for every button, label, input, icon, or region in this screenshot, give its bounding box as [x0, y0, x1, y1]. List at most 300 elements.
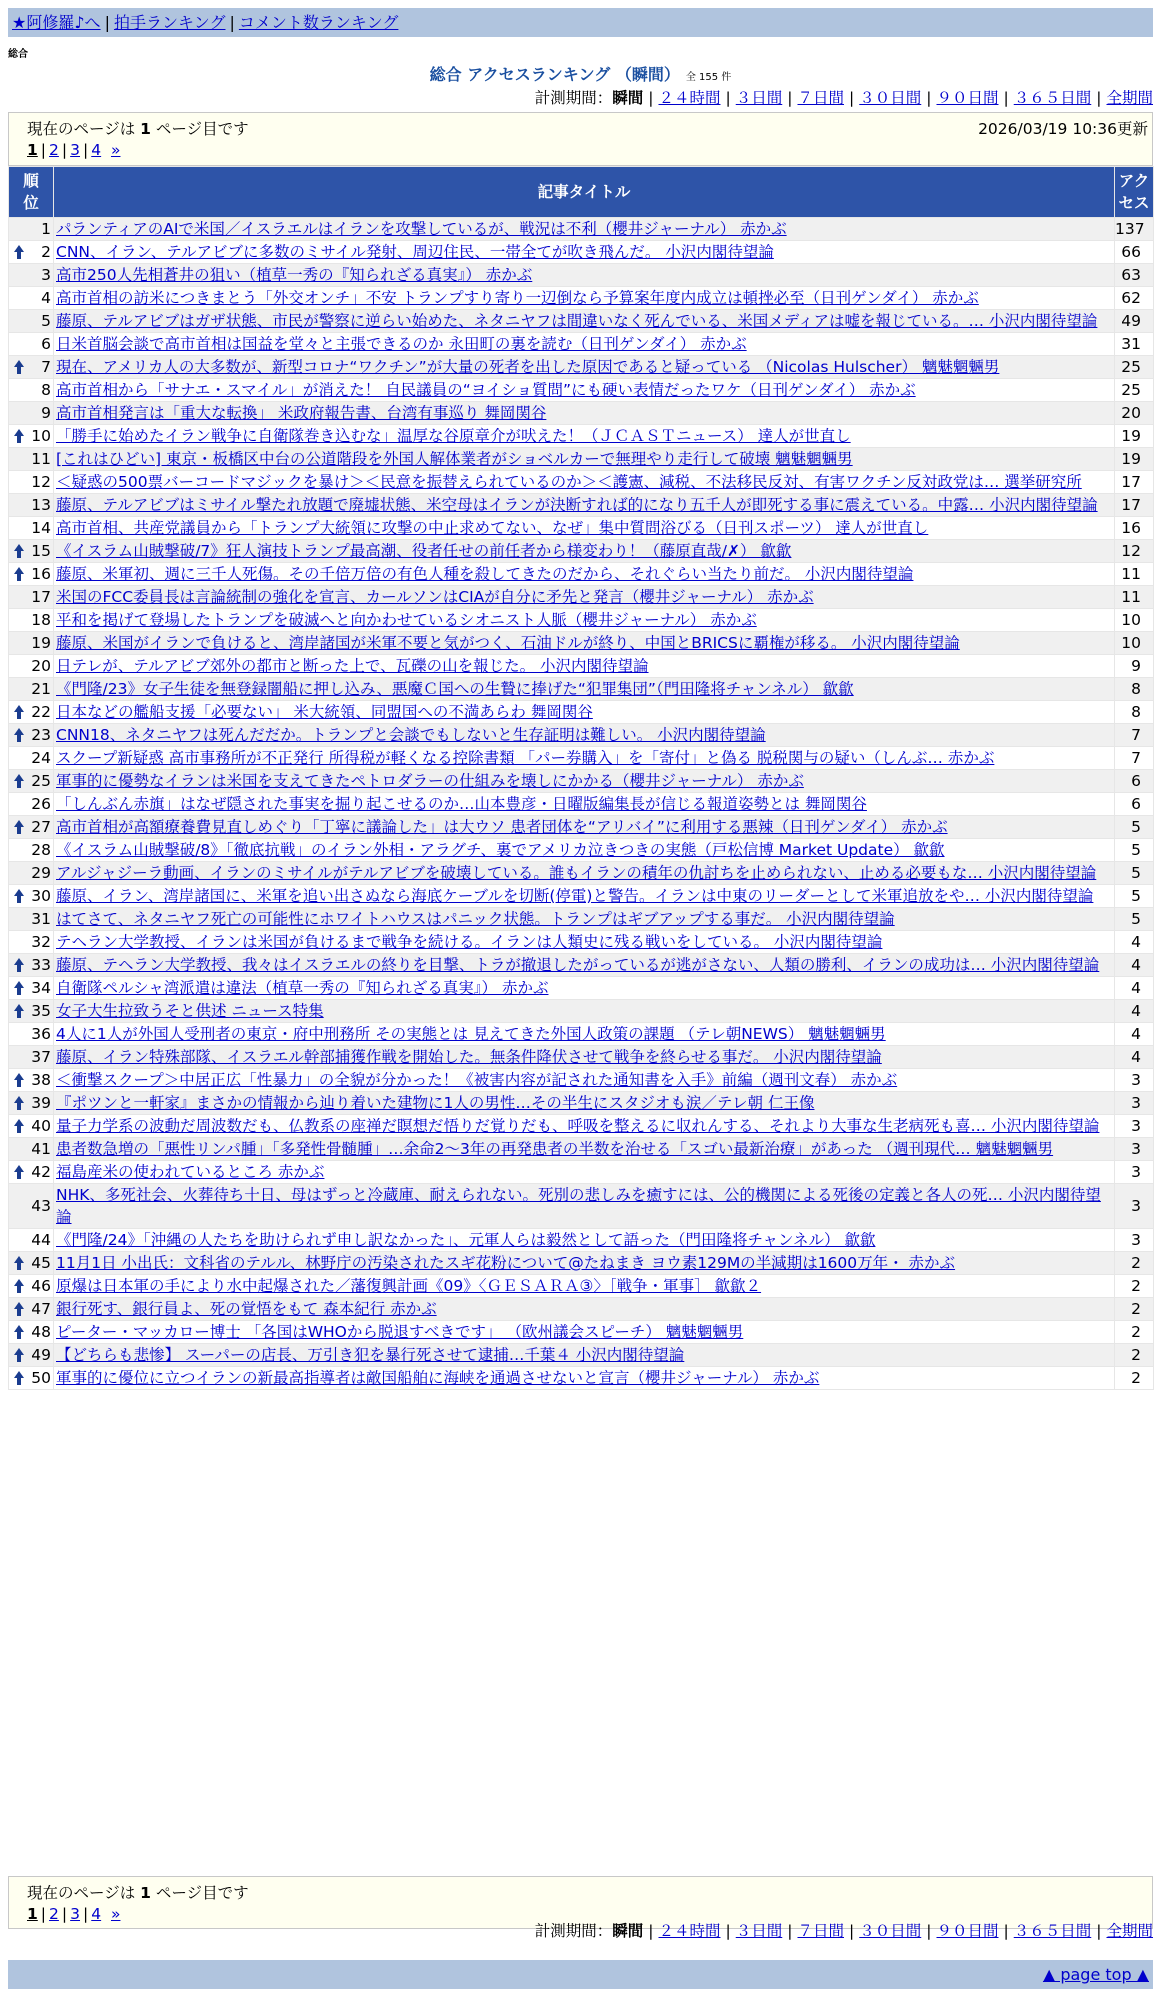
- article-title-link[interactable]: 高市首相が高額療養費見直しめぐり「丁寧に議論した」は大ウソ 患者団体を“アリバイ”に利用する悪辣（日刊ゲンダイ） 赤かぶ: [56, 818, 948, 836]
- rank-cell: [9, 655, 53, 677]
- access-count: 7: [1115, 747, 1153, 769]
- access-count: 5: [1115, 839, 1153, 861]
- rank-up-arrow-icon: [13, 1094, 25, 1112]
- rank-cell: [9, 609, 53, 631]
- table-row: [9, 816, 1153, 838]
- article-title-link[interactable]: 現在、アメリカ人の大多数が、新型コロナ“ワクチン”が大量の死者を出した原因であると疑っている （Nicolas Hulscher） 魑魅魍魎男: [56, 358, 1000, 376]
- rank-cell: [9, 241, 53, 263]
- article-title-link[interactable]: 高市250人先相蒼井の狙い（植草一秀の『知られざる真実』） 赤かぶ: [56, 266, 533, 284]
- rank-number: 14: [31, 519, 51, 537]
- rank-number: 42: [31, 1163, 51, 1181]
- article-title-link[interactable]: 《イスラム山賊撃破/8》「徹底抗戦」のイラン外相・アラグチ、裏でアメリカ泣きつきの実態（戸松信博 Market Update） 歙歙: [56, 841, 945, 859]
- table-row: [9, 1115, 1153, 1137]
- table-row: [9, 747, 1153, 769]
- access-count: 7: [1115, 724, 1153, 746]
- rank-cell: [9, 1184, 53, 1228]
- table-row: [9, 1321, 1153, 1343]
- article-title-link[interactable]: CNN18、ネタニヤフは死んだだか。トランプと会談でもしないと生存証明は難しい。 小沢内閣待望論: [56, 726, 766, 744]
- rank-cell: [9, 931, 53, 953]
- page-top-link[interactable]: ▲ page top ▲: [1042, 1965, 1149, 1984]
- title-cell: [54, 586, 1114, 608]
- access-count: 20: [1115, 402, 1153, 424]
- table-row: [9, 1069, 1153, 1091]
- rank-cell: [9, 1138, 53, 1160]
- article-title-link[interactable]: ＜衝撃スクープ＞中居正広「性暴力」の全貌が分かった！《被害内容が記された通知書を入手》前編（週刊文春） 赤かぶ: [56, 1071, 898, 1089]
- rank-cell: [9, 816, 53, 838]
- title-cell: [54, 655, 1114, 677]
- pager-bottom-page-1: 1: [27, 1905, 38, 1923]
- rank-number: 38: [31, 1071, 51, 1089]
- rank-cell: [9, 264, 53, 286]
- access-count: 2: [1115, 1344, 1153, 1366]
- pager-top: [8, 112, 1153, 166]
- updated-timestamp: 2026/03/19 10:36更新: [978, 120, 1148, 138]
- rank-number: 25: [31, 772, 51, 790]
- title-cell: [54, 333, 1114, 355]
- table-row: [9, 724, 1153, 746]
- rank-number: 49: [31, 1346, 51, 1364]
- article-title-link[interactable]: 藤原、イラン特殊部隊、イスラエル幹部捕獲作戦を開始した。無条件降伏させて戦争を終らせる事だ。 小沢内閣待望論: [56, 1048, 882, 1066]
- article-title-link[interactable]: 11月1日 小出氏：文科省のテルル、林野庁の汚染されたスギ花粉について@たねまき ヨウ素129Mの半減期は1600万年・ 赤かぶ: [56, 1254, 956, 1272]
- rank-number: 21: [31, 680, 51, 698]
- page-title: [8, 62, 1153, 85]
- rank-number: 1: [41, 220, 51, 238]
- rank-up-arrow-icon: [13, 1323, 25, 1341]
- title-cell: [54, 954, 1114, 976]
- pager-page-4[interactable]: 4: [91, 141, 102, 159]
- rank-cell: [9, 333, 53, 355]
- title-cell: [54, 724, 1114, 746]
- table-row: [9, 1161, 1153, 1183]
- title-cell: [54, 1115, 1114, 1137]
- rank-up-arrow-icon: [13, 726, 25, 744]
- access-count: 4: [1115, 977, 1153, 999]
- pager-bottom-page-2[interactable]: 2: [49, 1905, 59, 1923]
- access-count: 4: [1115, 954, 1153, 976]
- article-title-link[interactable]: 《門隆/24》「沖縄の人たちを助けられず申し訳なかった」、元軍人らは毅然として語った（門田隆将チャンネル） 歙歙: [56, 1231, 876, 1249]
- table-row: [9, 931, 1153, 953]
- period-bottom-90d[interactable]: ９０日間: [936, 1922, 999, 1940]
- rank-cell: [9, 425, 53, 447]
- period-link-7d[interactable]: ７日間: [797, 89, 844, 107]
- rank-cell: [9, 1321, 53, 1343]
- title-cell: [54, 1275, 1114, 1297]
- rank-up-arrow-icon: [13, 1117, 25, 1135]
- rank-number: 12: [31, 473, 51, 491]
- pager-links-bottom: 1 | 2 | 3 | 4 »: [27, 1905, 121, 1923]
- access-count: 3: [1115, 1069, 1153, 1091]
- rank-cell: [9, 839, 53, 861]
- rank-number: 33: [31, 956, 51, 974]
- rank-number: 20: [31, 657, 51, 675]
- rank-number: 37: [31, 1048, 51, 1066]
- access-count: 3: [1115, 1161, 1153, 1183]
- access-count: 66: [1115, 241, 1153, 263]
- rank-number: 26: [31, 795, 51, 813]
- title-cell: [54, 287, 1114, 309]
- access-count: 2: [1115, 1367, 1153, 1389]
- table-row: [9, 678, 1153, 700]
- rank-cell: [9, 218, 53, 240]
- article-title-link[interactable]: 「勝手に始めたイラン戦争に自衛隊巻き込むな」温厚な谷原章介が吠えた！（ＪＣＡＳＴニュース） 達人が世直し: [56, 427, 851, 445]
- table-row: [9, 517, 1153, 539]
- period-link-30d[interactable]: ３０日間: [859, 89, 922, 107]
- pager-page-3[interactable]: 3: [70, 141, 81, 159]
- rank-cell: [9, 494, 53, 516]
- access-count: 137: [1115, 218, 1153, 240]
- rank-number: 16: [31, 565, 51, 583]
- title-cell: [54, 816, 1114, 838]
- title-cell: [54, 471, 1114, 493]
- rank-up-arrow-icon: [13, 818, 25, 836]
- access-count: 19: [1115, 425, 1153, 447]
- rank-number: 46: [31, 1277, 51, 1295]
- access-count: 5: [1115, 816, 1153, 838]
- table-row: [9, 954, 1153, 976]
- pager-bottom-page-3[interactable]: 3: [70, 1905, 81, 1923]
- access-count: 10: [1115, 632, 1153, 654]
- access-count: 17: [1115, 471, 1153, 493]
- title-cell: [54, 1023, 1114, 1045]
- rank-cell: [9, 1000, 53, 1022]
- table-row: [9, 402, 1153, 424]
- title-cell: [54, 1161, 1114, 1183]
- article-title-link[interactable]: 女子大生拉致うそと供述 ニュース特集: [56, 1002, 324, 1020]
- period-link-90d[interactable]: ９０日間: [936, 89, 999, 107]
- rank-cell: [9, 862, 53, 884]
- rank-up-arrow-icon: [13, 1300, 25, 1318]
- rank-number: 19: [31, 634, 51, 652]
- title-cell: [54, 264, 1114, 286]
- rank-up-arrow-icon: [13, 243, 25, 261]
- title-cell: [54, 1367, 1114, 1389]
- rank-number: 27: [31, 818, 51, 836]
- pager-bottom-page-4[interactable]: 4: [91, 1905, 102, 1923]
- article-title-link[interactable]: ピーター・マッカロー博士 「各国はWHOから脱退すべきです」 （欧州議会スピーチ） 魑魅魍魎男: [56, 1323, 744, 1341]
- access-count: 3: [1115, 1115, 1153, 1137]
- access-count: 4: [1115, 1023, 1153, 1045]
- rank-cell: [9, 908, 53, 930]
- table-row: [9, 356, 1153, 378]
- article-title-link[interactable]: 藤原、イラン、湾岸諸国に、米軍を追い出さぬなら海底ケーブルを切断(停電)と警告。イランは中東のリーダーとして米軍追放をや… 小沢内閣待望論: [56, 887, 1094, 905]
- rank-cell: [9, 1046, 53, 1068]
- article-title-link[interactable]: スクープ新疑惑 高市事務所が不正発行 所得税が軽くなる控除書類 「パー券購入」を「寄付」と偽る 脱税関与の疑い（しんぶ… 赤かぶ: [56, 749, 995, 767]
- rank-number: 29: [31, 864, 51, 882]
- article-title-link[interactable]: パランティアのAIで米国／イスラエルはイランを攻撃しているが、戦況は不利（櫻井ジャーナル） 赤かぶ: [56, 220, 787, 238]
- rank-up-arrow-icon: [13, 979, 25, 997]
- access-count: 5: [1115, 885, 1153, 907]
- section-label: 総合: [8, 49, 28, 60]
- header-access: アクセス: [1115, 167, 1153, 217]
- rank-number: 48: [31, 1323, 51, 1341]
- rank-cell: [9, 1367, 53, 1389]
- title-cell: [54, 908, 1114, 930]
- title-cell: [54, 402, 1114, 424]
- period-bottom-24h[interactable]: ２４時間: [658, 1922, 721, 1940]
- access-count: 4: [1115, 1000, 1153, 1022]
- pager-page-2[interactable]: 2: [49, 141, 59, 159]
- access-count: 25: [1115, 356, 1153, 378]
- article-title-link[interactable]: 平和を掲げて登場したトランプを破滅へと向かわせているシオニスト人脈（櫻井ジャーナル） 赤かぶ: [56, 611, 757, 629]
- table-row: [9, 1023, 1153, 1045]
- access-count: 2: [1115, 1252, 1153, 1274]
- rank-number: 4: [41, 289, 51, 307]
- period-link-3d[interactable]: ３日間: [735, 89, 783, 107]
- table-row: [9, 977, 1153, 999]
- rank-number: 24: [31, 749, 51, 767]
- access-count: 4: [1115, 1046, 1153, 1068]
- access-count: 3: [1115, 1229, 1153, 1251]
- table-row: [9, 1252, 1153, 1274]
- article-title-link[interactable]: 4人に1人が外国人受刑者の東京・府中刑務所 その実態とは 見えてきた外国人政策の課題 （テレ朝NEWS） 魑魅魍魎男: [56, 1025, 886, 1043]
- article-title-link[interactable]: ＜疑惑の500票バーコードマジックを暴け＞＜民意を振替えられているのか＞＜護憲、減税、不法移民反対、有害ワクチン反対政党は… 選挙研究所: [56, 473, 1082, 491]
- article-title-link[interactable]: はてさて、ネタニヤフ死亡の可能性にホワイトハウスはパニック状態。トランプはギブアップする事だ。 小沢内閣待望論: [56, 910, 895, 928]
- period-link-24h[interactable]: ２４時間: [658, 89, 721, 107]
- rank-up-arrow-icon: [13, 1369, 25, 1387]
- period-bottom-all[interactable]: 全期間: [1106, 1922, 1153, 1940]
- table-row: [9, 586, 1153, 608]
- rank-cell: [9, 310, 53, 332]
- article-title-link[interactable]: 患者数急増の「悪性リンパ腫」「多発性骨髄腫」…余命2～3年の再発患者の半数を治せる「スゴい最新治療」があった （週刊現代… 魑魅魍魎男: [56, 1140, 1054, 1158]
- article-title-link[interactable]: 日本などの艦船支援「必要ない」 米大統領、同盟国への不満あらわ 舞岡関谷: [56, 703, 593, 721]
- pager-next[interactable]: »: [110, 141, 121, 159]
- title-cell: [54, 862, 1114, 884]
- rank-cell: [9, 1023, 53, 1045]
- article-title-link[interactable]: 福島産米の使われているところ 赤かぶ: [56, 1163, 325, 1181]
- access-count: 4: [1115, 931, 1153, 953]
- ranking-title: 総合 アクセスランキング （瞬間）: [429, 65, 680, 84]
- access-count: 5: [1115, 908, 1153, 930]
- rank-cell: [9, 540, 53, 562]
- article-title-link[interactable]: 高市首相発言は「重大な転換」 米政府報告書、台湾有事巡り 舞岡関谷: [56, 404, 547, 422]
- rank-up-arrow-icon: [13, 542, 25, 560]
- rank-number: 28: [31, 841, 51, 859]
- rank-up-arrow-icon: [13, 565, 25, 583]
- article-title-link[interactable]: 日テレが、テルアビブ郊外の都市と断った上で、瓦礫の山を報じた。 小沢内閣待望論: [56, 657, 649, 675]
- ranking-table: [8, 166, 1154, 1390]
- access-count: 10: [1115, 609, 1153, 631]
- rank-cell: [9, 1115, 53, 1137]
- rank-cell: [9, 954, 53, 976]
- rank-cell: [9, 632, 53, 654]
- title-cell: [54, 1046, 1114, 1068]
- rank-cell: [9, 747, 53, 769]
- period-link-all[interactable]: 全期間: [1106, 89, 1153, 107]
- article-title-link[interactable]: 量子力学系の波動だ周波数だも、仏教系の座禅だ瞑想だ悟りだ覚りだも、呼吸を整えるに収れんする、それより大事な生老病死も喜… 小沢内閣待望論: [56, 1117, 1100, 1135]
- table-row: [9, 632, 1153, 654]
- title-cell: [54, 977, 1114, 999]
- table-row: [9, 1000, 1153, 1022]
- article-title-link[interactable]: NHK、多死社会、火葬待ち十日、母はずっと冷蔵庫、耐えられない。死別の悲しみを癒すには、公的機関による死後の定義と各人の死… 小沢内閣待望論: [56, 1186, 1101, 1226]
- period-bottom-7d[interactable]: ７日間: [797, 1922, 844, 1940]
- article-title-link[interactable]: 銀行死す、銀行員よ、死の覚悟をもて 森本紀行 赤かぶ: [56, 1300, 437, 1318]
- rank-cell: [9, 701, 53, 723]
- title-cell: [54, 1321, 1114, 1343]
- rank-up-arrow-icon: [13, 1071, 25, 1089]
- top-nav-bar: ★阿修羅♪へ | 拍手ランキング | コメント数ランキング: [8, 8, 1153, 37]
- title-cell: [54, 609, 1114, 631]
- rank-number: 7: [41, 358, 51, 376]
- article-title-link[interactable]: 高市首相から「サナエ・スマイル」が消えた！ 自民議員の“ヨイショ質問”にも硬い表情だったワケ（日刊ゲンダイ） 赤かぶ: [56, 381, 916, 399]
- rank-number: 50: [31, 1369, 51, 1387]
- table-row: [9, 908, 1153, 930]
- access-count: 31: [1115, 333, 1153, 355]
- rank-cell: [9, 356, 53, 378]
- article-title-link[interactable]: 藤原、テヘラン大学教授、我々はイスラエルの終りを目撃、トラが撤退したがっているが逃がさない、人類の勝利、イランの成功は… 小沢内閣待望論: [56, 956, 1100, 974]
- table-row: [9, 1367, 1153, 1389]
- rank-number: 23: [31, 726, 51, 744]
- table-row: [9, 1184, 1153, 1228]
- rank-number: 45: [31, 1254, 51, 1272]
- article-title-link[interactable]: 「しんぶん赤旗」はなぜ隠された事実を掘り起こせるのか…山本豊彦・日曜版編集長が信じる報道姿勢とは 舞岡関谷: [56, 795, 867, 813]
- title-cell: [54, 1184, 1114, 1228]
- rank-number: 40: [31, 1117, 51, 1135]
- article-title-link[interactable]: 藤原、テルアビブはガザ状態、市民が警察に逆らい始めた、ネタニヤフは間違いなく死んでいる、米国メディアは嘘を報じている。… 小沢内閣待望論: [56, 312, 1098, 330]
- article-title-link[interactable]: 日米首脳会談で高市首相は国益を堂々と主張できるのか 永田町の裏を読む（日刊ゲンダイ） 赤かぶ: [56, 335, 747, 353]
- nav-link-applause-ranking[interactable]: 拍手ランキング: [113, 13, 226, 32]
- rank-up-arrow-icon: [13, 358, 25, 376]
- access-count: 2: [1115, 1298, 1153, 1320]
- pager-status-bottom: 現在のページは 1 ページ目です: [27, 1884, 249, 1902]
- rank-cell: [9, 1229, 53, 1251]
- rank-cell: [9, 379, 53, 401]
- access-count: 9: [1115, 655, 1153, 677]
- rank-number: 18: [31, 611, 51, 629]
- rank-number: 5: [41, 312, 51, 330]
- nav-link-comment-ranking[interactable]: コメント数ランキング: [238, 13, 399, 32]
- rank-cell: [9, 885, 53, 907]
- rank-number: 36: [31, 1025, 51, 1043]
- rank-cell: [9, 517, 53, 539]
- article-title-link[interactable]: 『ポツンと一軒家』まさかの情報から辿り着いた建物に1人の男性…その半生にスタジオも涙／テレ朝 仁王像: [56, 1094, 815, 1112]
- article-title-link[interactable]: アルジャジーラ動画、イランのミサイルがテルアビブを破壊している。誰もイランの積年の仇討ちを止められない、止める必要もな… 小沢内閣待望論: [56, 864, 1097, 882]
- rank-number: 47: [31, 1300, 51, 1318]
- article-title-link[interactable]: 米国のFCC委員長は言論統制の強化を宣言、カールソンはCIAが自分に矛先と発言（櫻井ジャーナル） 赤かぶ: [56, 588, 814, 606]
- article-title-link[interactable]: 【どちらも悲惨】 スーパーの店長、万引き犯を暴行死させて逮捕…千葉４ 小沢内閣待望論: [56, 1346, 685, 1364]
- article-title-link[interactable]: 原爆は日本軍の手により水中起爆された／藩復興計画《09》〈ＧＥＳＡＲＡ③〉［戦争・軍事］ 歙歙２: [56, 1277, 762, 1295]
- period-link-365d[interactable]: ３６５日間: [1013, 89, 1092, 107]
- table-row: [9, 218, 1153, 240]
- rank-up-arrow-icon: [13, 956, 25, 974]
- access-count: 49: [1115, 310, 1153, 332]
- table-row: [9, 425, 1153, 447]
- rank-cell: [9, 793, 53, 815]
- title-cell: [54, 1344, 1114, 1366]
- period-bottom-365d[interactable]: ３６５日間: [1013, 1922, 1092, 1940]
- article-title-link[interactable]: 藤原、米国がイランで負けると、湾岸諸国が米軍不要と気がつく、石油ドルが終り、中国とBRICSに覇権が移る。 小沢内閣待望論: [56, 634, 960, 652]
- access-count: 6: [1115, 793, 1153, 815]
- period-current: 瞬間: [612, 89, 644, 107]
- pager-bottom-next[interactable]: »: [110, 1905, 121, 1923]
- rank-cell: [9, 1344, 53, 1366]
- title-cell: [54, 218, 1114, 240]
- article-title-link[interactable]: 藤原、米軍初、週に三千人死傷。その千倍万倍の有色人種を殺してきたのだから、それぐらい当たり前だ。 小沢内閣待望論: [56, 565, 914, 583]
- access-count: 19: [1115, 448, 1153, 470]
- rank-up-arrow-icon: [13, 427, 25, 445]
- article-title-link[interactable]: [これはひどい] 東京・板橋区中台の公道階段を外国人解体業者がショベルカーで無理やり走行して破壊 魑魅魍魎男: [56, 450, 853, 468]
- access-count: 5: [1115, 862, 1153, 884]
- rank-cell: [9, 1069, 53, 1091]
- rank-up-arrow-icon: [13, 1163, 25, 1181]
- access-count: 63: [1115, 264, 1153, 286]
- table-row: [9, 563, 1153, 585]
- title-cell: [54, 1069, 1114, 1091]
- table-row: [9, 862, 1153, 884]
- article-title-link[interactable]: 自衛隊ペルシャ湾派遣は違法（植草一秀の『知られざる真実』） 赤かぶ: [56, 979, 549, 997]
- rank-up-arrow-icon: [13, 1002, 25, 1020]
- rank-number: 31: [31, 910, 51, 928]
- table-row: [9, 1092, 1153, 1114]
- rank-cell: [9, 770, 53, 792]
- nav-link-asyura[interactable]: ★阿修羅♪へ: [12, 13, 101, 32]
- article-title-link[interactable]: 軍事的に優勢なイランは米国を支えてきたペトロダラーの仕組みを壊しにかかる（櫻井ジャーナル） 赤かぶ: [56, 772, 804, 790]
- title-cell: [54, 1092, 1114, 1114]
- rank-up-arrow-icon: [13, 1346, 25, 1364]
- rank-number: 17: [31, 588, 51, 606]
- article-title-link[interactable]: 高市首相、共産党議員から「トランプ大統領に攻撃の中止求めてない、なぜ」集中質問浴びる（日刊スポーツ） 達人が世直し: [56, 519, 929, 537]
- rank-cell: [9, 1275, 53, 1297]
- bottom-bar: [8, 1960, 1153, 1989]
- table-row: [9, 287, 1153, 309]
- title-cell: [54, 425, 1114, 447]
- article-title-link[interactable]: 藤原、テルアビブはミサイル撃たれ放題で廃墟状態、米空母はイランが決断すれば的になり五千人が即死する事に震えている。中露… 小沢内閣待望論: [56, 496, 1098, 514]
- period-bottom-30d[interactable]: ３０日間: [859, 1922, 922, 1940]
- table-row: [9, 770, 1153, 792]
- table-row: [9, 1298, 1153, 1320]
- article-title-link[interactable]: CNN、イラン、テルアビブに多数のミサイル発射、周辺住民、一帯全てが吹き飛んだ。 小沢内閣待望論: [56, 243, 774, 261]
- article-title-link[interactable]: テヘラン大学教授、イランは米国が負けるまで戦争を続ける。イランは人類史に残る戦いをしている。 小沢内閣待望論: [56, 933, 883, 951]
- rank-number: 43: [31, 1197, 51, 1215]
- access-count: 3: [1115, 1184, 1153, 1228]
- rank-number: 35: [31, 1002, 51, 1020]
- access-count: 2: [1115, 1321, 1153, 1343]
- article-title-link[interactable]: 《門隆/23》女子生徒を無登録闇船に押し込み、悪魔Ｃ国への生贄に捧げた“犯罪集団”（門田隆将チャンネル） 歙歙: [56, 680, 854, 698]
- rank-number: 6: [41, 335, 51, 353]
- title-cell: [54, 770, 1114, 792]
- rank-number: 2: [41, 243, 51, 261]
- article-title-link[interactable]: 軍事的に優位に立つイランの新最高指導者は敵国船舶に海峡を通過させないと宣言（櫻井ジャーナル） 赤かぶ: [56, 1369, 820, 1387]
- article-title-link[interactable]: 《イスラム山賊撃破/7》狂人演技トランプ最高潮、役者任せの前任者から様変わり！（藤原直哉/✗） 歙歙: [56, 542, 792, 560]
- table-row: [9, 793, 1153, 815]
- table-row: [9, 241, 1153, 263]
- rank-cell: [9, 471, 53, 493]
- title-cell: [54, 448, 1114, 470]
- period-bottom-3d[interactable]: ３日間: [735, 1922, 783, 1940]
- period-label: 計測期間：: [534, 89, 613, 107]
- title-cell: [54, 885, 1114, 907]
- pager-current-page: 1: [140, 120, 151, 138]
- rank-number: 15: [31, 542, 51, 560]
- access-count: 11: [1115, 563, 1153, 585]
- rank-number: 44: [31, 1231, 51, 1249]
- table-row: [9, 379, 1153, 401]
- rank-cell: [9, 724, 53, 746]
- article-title-link[interactable]: 高市首相の訪米につきまとう「外交オンチ」不安 トランプすり寄り一辺倒なら予算案年度内成立は頓挫必至（日刊ゲンダイ） 赤かぶ: [56, 289, 979, 307]
- rank-number: 13: [31, 496, 51, 514]
- access-count: 8: [1115, 701, 1153, 723]
- table-row: [9, 609, 1153, 631]
- title-cell: [54, 379, 1114, 401]
- table-row: [9, 1229, 1153, 1251]
- rank-cell: [9, 1252, 53, 1274]
- title-cell: [54, 356, 1114, 378]
- period-selector-top: 計測期間：瞬間 | ２４時間 | ３日間 | ７日間 | ３０日間 | ９０日間 | ３６５日間 | 全期間: [534, 89, 1153, 107]
- rank-cell: [9, 402, 53, 424]
- rank-number: 3: [41, 266, 51, 284]
- table-row: [9, 310, 1153, 332]
- header-title: 記事タイトル: [54, 167, 1114, 217]
- pager-page-1: 1: [27, 141, 38, 159]
